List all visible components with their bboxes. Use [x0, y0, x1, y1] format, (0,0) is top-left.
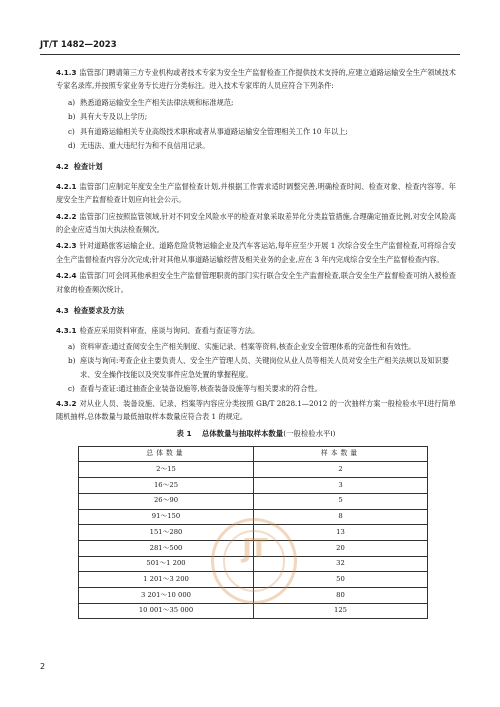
list-item: [56, 96, 456, 109]
sample-cell: 50: [254, 572, 428, 588]
population-cell: 501～1 200: [79, 556, 254, 572]
list-text: 查看与查证:通过抽查企业装备设施等,核查装备设施等与相关要求的符合性。: [80, 384, 322, 394]
clause-text: 针对道路旅客运输企业、道路危险货物运输企业及汽车客运站,每年应至少开展 1 次综合安全生产监督检查,可将综合安全生产监督检查内容分次完成;针对其他从事道路运输经营及相关业务的企业,应在 3 年内完成综合安全生产监督检查内容。: [56, 241, 456, 264]
clause-text: 监管部门应制定年度安全生产监督检查计划,并根据工作需求适时调整完善,明确检查时间、检查对象、检查内容等。年度安全生产监督检查计划应向社会公示。: [56, 181, 456, 205]
clause-number: 4.2.1: [56, 181, 77, 191]
section-title: 检查计划: [73, 162, 103, 172]
list-text: 资料审查:通过查阅安全生产相关制度、实施记录、档案等资料,核查企业安全管理体系的完备性和有效性。: [80, 341, 416, 351]
list-label: a): [68, 341, 76, 351]
clause-number: 4.3.1: [56, 325, 77, 335]
clause-text: 监管部门聘请第三方专业机构或者技术专家为安全生产监督检查工作提供技术支持的,应建立道路运输安全生产领域技术专家名录库,并按照专家业务专长进行分类标注。进入技术专家库的人员应符合下列条件:: [56, 68, 456, 91]
clause-4-2-1: [56, 180, 456, 207]
table-row: [79, 462, 428, 478]
sample-cell: 20: [254, 540, 428, 556]
list-text: 熟悉道路运输安全生产相关法律法规和标准规范;: [80, 97, 234, 107]
list-label: c): [68, 126, 75, 136]
list-item: [56, 354, 456, 381]
table-row: [79, 493, 428, 509]
list-item: [56, 139, 456, 152]
section-number: 4.2: [56, 162, 69, 172]
clause-number: 4.2.4: [56, 271, 77, 281]
population-cell: 1 201～3 200: [79, 572, 254, 588]
section-number: 4.3: [56, 306, 69, 316]
section-title: 检查要求及方法: [73, 306, 125, 316]
page-number: 2: [40, 662, 46, 671]
sample-cell: 3: [254, 478, 428, 494]
clause-number: 4.2.3: [56, 241, 77, 251]
clause-4-2-2: [56, 210, 456, 237]
table-row: [79, 603, 428, 619]
population-cell: 281～500: [79, 540, 254, 556]
clause-4-3-2: [56, 397, 456, 424]
table-subtitle: (一般检验水平Ⅰ): [283, 429, 336, 439]
column-header-population: 总体数量: [79, 446, 254, 462]
sample-cell: 2: [254, 462, 428, 478]
sample-cell: 13: [254, 525, 428, 541]
clause-4-2-4: [56, 269, 456, 296]
list-item: [56, 125, 456, 138]
list-text: 无违法、重大违纪行为和不良信用记录。: [80, 141, 210, 151]
table-header-row: [79, 446, 428, 462]
standard-code: JT/T 1482—2023: [40, 40, 117, 50]
clause-text: 监管部门应按照监管领域,针对不同安全风险水平的检查对象采取差异化分类监管措施,合理确定抽查比例,对安全风险高的企业应适当加大执法检查频次。: [56, 211, 456, 235]
list-label: a): [68, 97, 76, 107]
sample-cell: 8: [254, 509, 428, 525]
jt-seal-watermark: [211, 518, 297, 604]
clause-text: 监管部门可会同其他承担安全生产监督管理职责的部门实行联合安全生产监督检查,联合安全生产监督检查可纳入被检查对象的检查频次统计。: [56, 271, 456, 294]
clause-number: 4.2.2: [56, 211, 77, 221]
table-number: 表 1: [176, 429, 192, 439]
population-cell: 151～280: [79, 525, 254, 541]
table-caption: [56, 427, 456, 440]
clause-4-2-3: [56, 239, 456, 266]
seal-lettering: JT: [242, 533, 266, 564]
list-item: [56, 110, 456, 123]
sample-cell: 5: [254, 493, 428, 509]
list-label: b): [68, 356, 76, 366]
table-title: 总体数量与抽取样本数量: [201, 429, 284, 439]
table-container: [56, 446, 456, 620]
population-cell: 2～15: [79, 462, 254, 478]
column-header-sample: 样本数量: [254, 446, 428, 462]
clause-text: 检查应采用资料审查、座谈与询问、查看与查证等方法。: [79, 325, 260, 335]
list-item: [56, 340, 456, 353]
clause-4-3-1: [56, 324, 456, 337]
list-text: 座谈与询问:考查企业主要负责人、安全生产管理人员、关键岗位从业人员等相关人员对安全生产相关法规以及知识要求、安全操作技能以及突发事件应急处置的掌握程度。: [80, 356, 449, 379]
population-cell: 3 201～10 000: [79, 587, 254, 603]
clause-4-1-3: [56, 66, 456, 93]
list-label: b): [68, 112, 76, 122]
section-heading-4-3: [56, 304, 456, 317]
clause-number: 4.3.2: [56, 398, 77, 408]
header-rule: [40, 54, 460, 55]
sample-cell: 125: [254, 603, 428, 619]
section-heading-4-2: [56, 160, 456, 173]
document-body: [56, 66, 456, 619]
list-text: 具有道路运输相关专业高级技术职称或者从事道路运输安全管理相关工作 10 年以上;: [80, 126, 348, 136]
list-label: c): [68, 384, 75, 394]
population-cell: 10 001～35 000: [79, 603, 254, 619]
clause-number: 4.1.3: [56, 68, 77, 77]
sample-cell: 80: [254, 587, 428, 603]
list-text: 具有大专及以上学历;: [80, 112, 148, 122]
list-label: d): [68, 141, 76, 151]
clause-text: 对从业人员、装备设施、记录、档案等内容应分类按照 GB/T 2828.1—2012 的一次抽样方案一般检验水平Ⅰ进行简单随机抽样,总体数量与最低抽取样本数量应符合表 1 的规定。: [56, 398, 456, 421]
sample-cell: 32: [254, 556, 428, 572]
population-cell: 91～150: [79, 509, 254, 525]
list-item: [56, 382, 456, 395]
table-row: [79, 478, 428, 494]
population-cell: 26～90: [79, 493, 254, 509]
population-cell: 16～25: [79, 478, 254, 494]
